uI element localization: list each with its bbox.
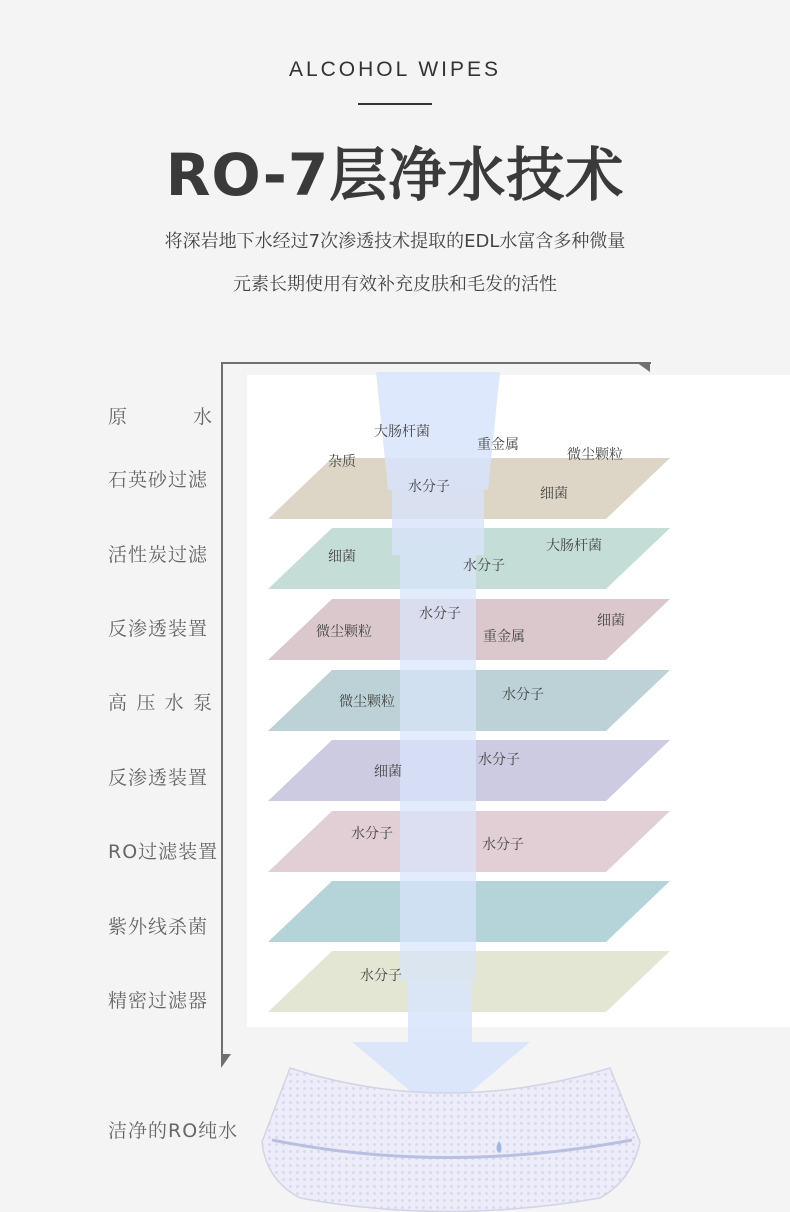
- stage-label: 精密过滤器: [108, 990, 209, 1012]
- particle-label: 微尘颗粒: [316, 624, 372, 640]
- particle-label: 水分子: [351, 826, 393, 842]
- particle-label: 水分子: [463, 558, 505, 574]
- particle-label: 微尘颗粒: [567, 447, 623, 463]
- stage-label: 活性炭过滤: [108, 544, 209, 566]
- stage-label: 石英砂过滤: [108, 469, 209, 491]
- stage-label-part: 水: [164, 692, 185, 714]
- stage-label: 反渗透装置: [108, 618, 209, 640]
- particle-label: 重金属: [483, 629, 525, 645]
- particle-label: 杂质: [328, 454, 356, 470]
- stage-label: 紫外线杀菌: [108, 916, 209, 938]
- subtitle-line-1: 将深岩地下水经过7次渗透技术提取的EDL水富含多种微量: [164, 231, 626, 252]
- particle-label: 水分子: [419, 606, 461, 622]
- stage-label: [108, 402, 213, 429]
- stage-label-part: 高: [108, 692, 129, 714]
- stage-label-part: 泵: [192, 692, 213, 714]
- subtitle-line-2: 元素长期使用有效补充皮肤和毛发的活性: [233, 274, 557, 295]
- particle-label: 重金属: [477, 437, 519, 453]
- particle-label: 水分子: [478, 752, 520, 768]
- stage-label: RO过滤装置: [108, 841, 219, 863]
- stage-label-part: 压: [136, 692, 157, 714]
- brand-text: ALCOHOL WIPES: [288, 58, 502, 81]
- particle-label: 细菌: [597, 613, 625, 629]
- particle-label: 水分子: [482, 837, 524, 853]
- stage-label: 反渗透装置: [108, 767, 209, 789]
- arrow-shaft: [408, 980, 472, 1042]
- particle-label: 大肠杆菌: [374, 424, 430, 440]
- water-column-segment: [392, 490, 484, 555]
- stage-label: [108, 688, 213, 715]
- particle-label: 细菌: [328, 549, 356, 565]
- page-title: RO-7层净水技术: [165, 141, 625, 209]
- stage-label-part: 原: [108, 406, 129, 428]
- particle-label: 大肠杆菌: [546, 538, 602, 554]
- particle-label: 微尘颗粒: [339, 694, 395, 710]
- particle-label: 水分子: [360, 968, 402, 984]
- particle-label: 水分子: [502, 687, 544, 703]
- particle-label: 细菌: [374, 764, 402, 780]
- result-label: 洁净的RO纯水: [108, 1120, 239, 1142]
- stage-label-part: 水: [192, 406, 213, 428]
- particle-label: 细菌: [540, 486, 568, 502]
- particle-label: 水分子: [408, 479, 450, 495]
